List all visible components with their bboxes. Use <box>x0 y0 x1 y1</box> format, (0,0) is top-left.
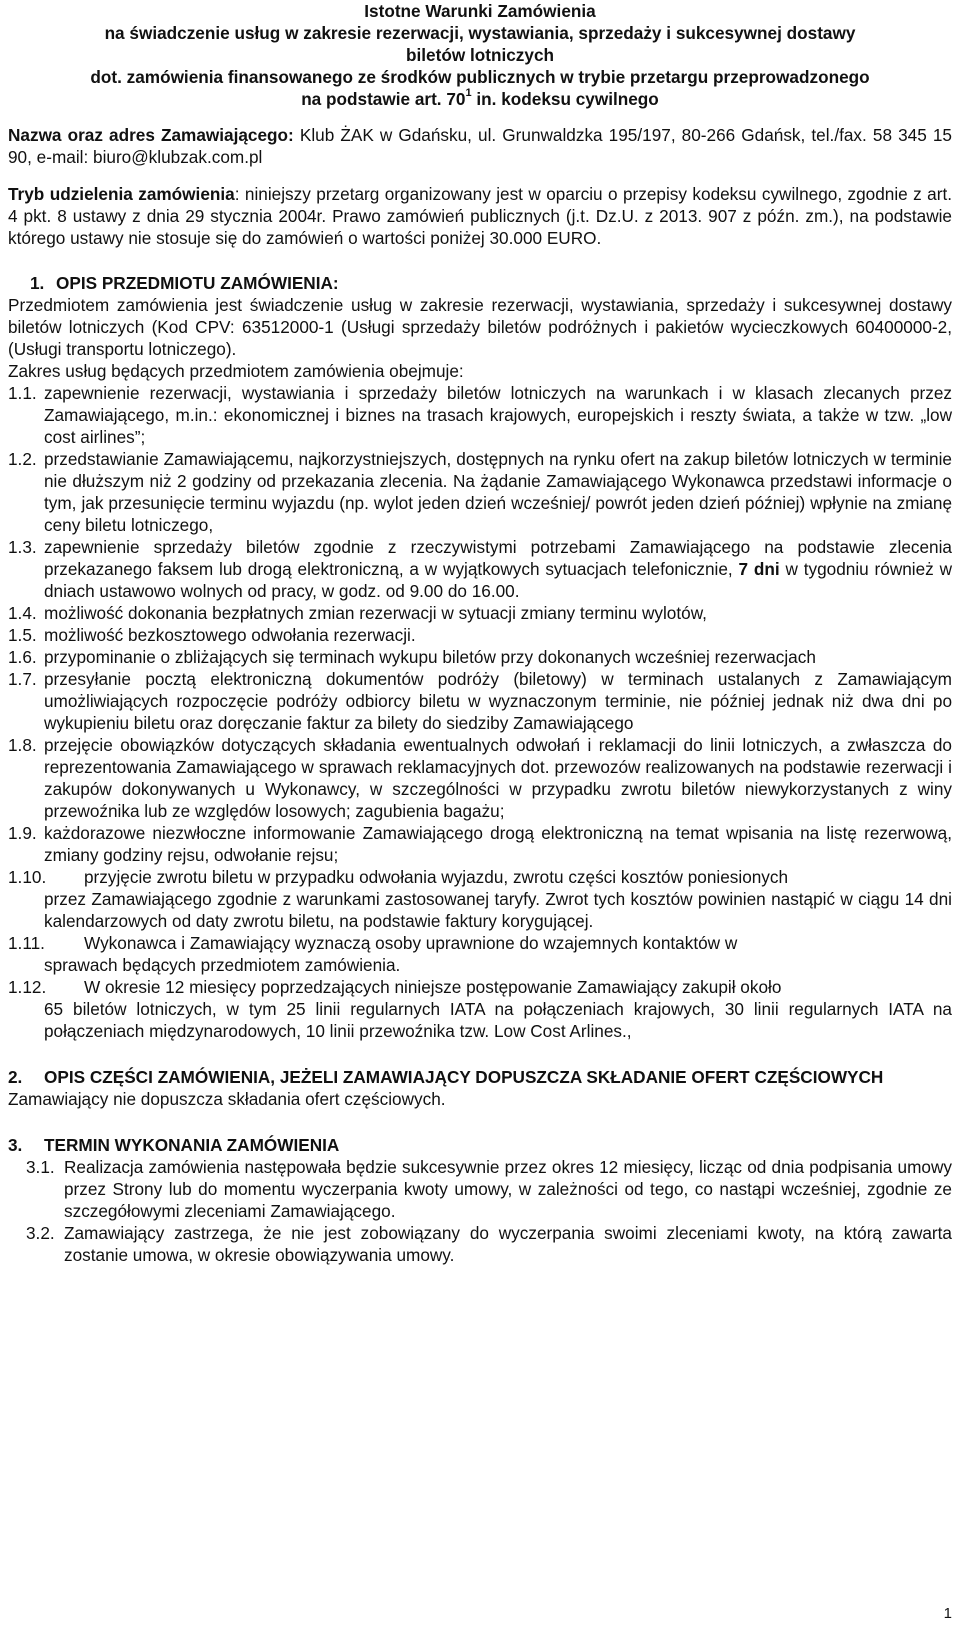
item-text: przesyłanie pocztą elektroniczną dokumentów podróży (biletowy) w terminach ustalanych z Zamawiającym umożliwiających rozpoczęcie podróży odbiorcy biletu w wyznaczonym terminie, nie później jednak niż dwa dni po wykupieniu biletu oraz doręczanie faktur za bilety do siedziby Zamawiającego <box>44 669 952 733</box>
list-item <box>8 734 952 822</box>
item-text-part: w tygodniu również w dniach ustawowo wolnych od pracy, w godz. od 9.00 do 16.00. <box>44 559 952 601</box>
item-number: 1.3. <box>8 537 37 557</box>
title-line: biletów lotniczych <box>405 45 554 65</box>
item-number: 1.6. <box>8 647 37 667</box>
item-text-rest: sprawach będących przedmiotem zamówienia. <box>44 955 401 975</box>
procedure-mode <box>8 183 952 249</box>
item-text: przedstawianie Zamawiającemu, najkorzystniejszych, dostępnych na rynku ofert na zakup biletów lotniczych w terminie nie dłuższym niż 2 godziny od przekazania zlecenia. Na żądanie Zamawiającego Wykonawca przedstawi informacje o tym, jak przesunięcie terminu wyjazdu (np. wylot jeden dzień wcześniej/ powrót jeden dzień później) wpłynie na zmianę ceny biletu lotniczego, <box>44 449 952 535</box>
section-text: Zamawiający nie dopuszcza składania ofert częściowych. <box>8 1089 446 1109</box>
list-item <box>26 1222 952 1266</box>
item-text <box>44 536 952 602</box>
section-intro: Przedmiotem zamówienia jest świadczenie usług w zakresie rezerwacji, wystawiania, sprzedaży i sukcesywnej dostawy biletów lotniczych (Kod CPV: 63512000-1 (Usługi sprzedaży biletów podróżnych i pakietów wycieczkowych 60400000-2, (Usługi transportu lotniczego). <box>8 295 952 359</box>
document-page <box>8 0 952 1266</box>
title-line: dot. zamówienia finansowanego ze środków publicznych w trybie przetargu przeprowadzonego <box>90 67 870 87</box>
list-item <box>8 602 952 624</box>
item-text: możliwość bezkosztowego odwołania rezerwacji. <box>44 625 416 645</box>
item-number: 1.5. <box>8 625 37 645</box>
section-title: TERMIN WYKONANIA ZAMÓWIENIA <box>44 1135 340 1155</box>
item-number: 1.12. <box>8 977 47 997</box>
item-number: 3.1. <box>26 1157 55 1177</box>
scope-line: Zakres usług będących przedmiotem zamówienia obejmuje: <box>8 361 464 381</box>
list-item <box>8 668 952 734</box>
item-text: Zamawiający zastrzega, że nie jest zobowiązany do wyczerpania swoimi zleceniami kwoty, na którą zawarta zostanie umowa, w okresie obowiązywania umowy. <box>64 1223 952 1265</box>
list-item <box>8 866 952 932</box>
contracting-authority-text: Klub ŻAK w Gdańsku, ul. Grunwaldzka 195/197, 80-266 Gdańsk, tel./fax. 58 345 15 90, e-mail: biuro@klubzak.com.pl <box>8 125 952 167</box>
item-text-first-line: Wykonawca i Zamawiający wyznaczą osoby uprawnione do wzajemnych kontaktów w <box>84 933 738 953</box>
list-item <box>8 932 952 976</box>
procedure-mode-text: : niniejszy przetarg organizowany jest w oparciu o przepisy kodeksu cywilnego, zgodnie z art. 4 pkt. 8 ustawy z dnia 29 stycznia 2004r. Prawo zamówień publicznych (j.t. Dz.U. z 2013. 907 z późn. zm.), na podstawie którego ustawy nie stosuje się do zamówień o wartości poniżej 30.000 EURO. <box>8 184 953 248</box>
item-text-rest: przez Zamawiającego zgodnie z warunkami zastosowanej taryfy. Zwrot tych kosztów powinien nastąpić w ciągu 14 dni kalendarzowych od daty zwrotu biletu, na podstawie faktury korygującej. <box>44 889 952 931</box>
list-item <box>8 624 952 646</box>
section-number: 3. <box>8 1135 23 1155</box>
item-number: 1.4. <box>8 603 37 623</box>
list-item <box>8 822 952 866</box>
item-text-rest: 65 biletów lotniczych, w tym 25 linii regularnych IATA na połączeniach krajowych, 30 linii regularnych IATA na połączeniach międzynarodowych, 10 linii przewoźnika tzw. Low Cost Arlines., <box>44 999 952 1041</box>
item-text-first-line: przyjęcie zwrotu biletu w przypadku odwołania wyjazdu, zwrotu części kosztów poniesionych <box>84 867 789 887</box>
contracting-authority-label: Nazwa oraz adres Zamawiającego: <box>8 125 294 145</box>
list-item <box>8 448 952 536</box>
section-heading <box>8 1134 952 1156</box>
title-line: na świadczenie usług w zakresie rezerwacji, wystawiania, sprzedaży i sukcesywnej dostawy <box>104 23 856 43</box>
item-number: 1.1. <box>8 383 37 403</box>
item-text: Realizacja zamówienia następowała będzie sukcesywnie przez okres 12 miesięcy, licząc od dnia podpisania umowy przez Strony lub do momentu wyczerpania kwoty umowy, w zależności od tego, co nastąpi wcześniej, zgodnie ze szczegółowymi zleceniami Zamawiającego. <box>64 1157 952 1221</box>
list-item <box>26 1156 952 1222</box>
list-item <box>8 536 952 602</box>
item-text-part: zapewnienie sprzedaży biletów zgodnie z rzeczywistymi potrzebami Zamawiającego na podstawie zlecenia przekazanego faksem lub drogą elektroniczną, a w wyjątkowych sytuacjach telefonicznie, <box>44 537 952 579</box>
item-text: przypominanie o zbliżających się terminach wykupu biletów przy dokonanych wcześniej rezerwacjach <box>44 647 816 667</box>
list-item <box>8 646 952 668</box>
section-title: OPIS PRZEDMIOTU ZAMÓWIENIA: <box>56 273 339 293</box>
item-text-bold: 7 dni <box>738 559 780 579</box>
item-text: przejęcie obowiązków dotyczących składania ewentualnych odwołań i reklamacji do linii lotniczych, a zwłaszcza do reprezentowania Zamawiającego w sprawach reklamacyjnych dot. przewozów realizowanych na podstawie rezerwacji i zakupów dokonywanych u Wykonawcy, w szczególności w przypadku zwrotu biletów niewykorzystanych z winy przewoźnika lub ze względów losowych; zagubienia bagażu; <box>44 735 952 821</box>
item-number: 1.10. <box>8 867 47 887</box>
section-heading <box>8 1066 952 1088</box>
contracting-authority <box>8 124 952 168</box>
section-number: 2. <box>8 1067 23 1087</box>
document-title <box>8 0 952 110</box>
item-number: 1.2. <box>8 449 37 469</box>
item-number: 1.9. <box>8 823 37 843</box>
title-text: na podstawie art. 70 <box>301 89 466 109</box>
item-number: 3.2. <box>26 1223 55 1243</box>
title-line: Istotne Warunki Zamówienia <box>364 1 596 21</box>
list-item <box>8 976 952 1042</box>
item-text: każdorazowe niezwłoczne informowanie Zamawiającego drogą elektroniczną na temat wpisania na listę rezerwową, zmiany godziny rejsu, odwołanie rejsu; <box>44 823 952 865</box>
item-text: zapewnienie rezerwacji, wystawiania i sprzedaży biletów lotniczych na warunkach i w klasach zlecanych przez Zamawiającego, m.in.: ekonomicznej i biznes na trasach krajowych, europejskich i reszty świata, a także w tzw. „low cost airlines”; <box>44 383 952 447</box>
title-line <box>8 88 952 110</box>
section-number: 1. <box>30 273 45 293</box>
item-number: 1.7. <box>8 669 37 689</box>
item-text: możliwość dokonania bezpłatnych zmian rezerwacji w sytuacji zmiany terminu wylotów, <box>44 603 707 623</box>
title-text: in. kodeksu cywilnego <box>471 89 659 109</box>
section-title: OPIS CZĘŚCI ZAMÓWIENIA, JEŻELI ZAMAWIAJĄCY DOPUSZCZA SKŁADANIE OFERT CZĘŚCIOWYCH <box>44 1067 884 1087</box>
superscript: 1 <box>465 87 472 100</box>
item-text-first-line: W okresie 12 miesięcy poprzedzających niniejsze postępowanie Zamawiający zakupił około <box>84 977 782 997</box>
item-number: 1.11. <box>8 933 45 953</box>
page-number: 1 <box>943 1605 952 1622</box>
procedure-mode-label: Tryb udzielenia zamówienia <box>8 184 235 204</box>
section-heading <box>30 272 952 294</box>
item-number: 1.8. <box>8 735 37 755</box>
list-item <box>8 382 952 448</box>
